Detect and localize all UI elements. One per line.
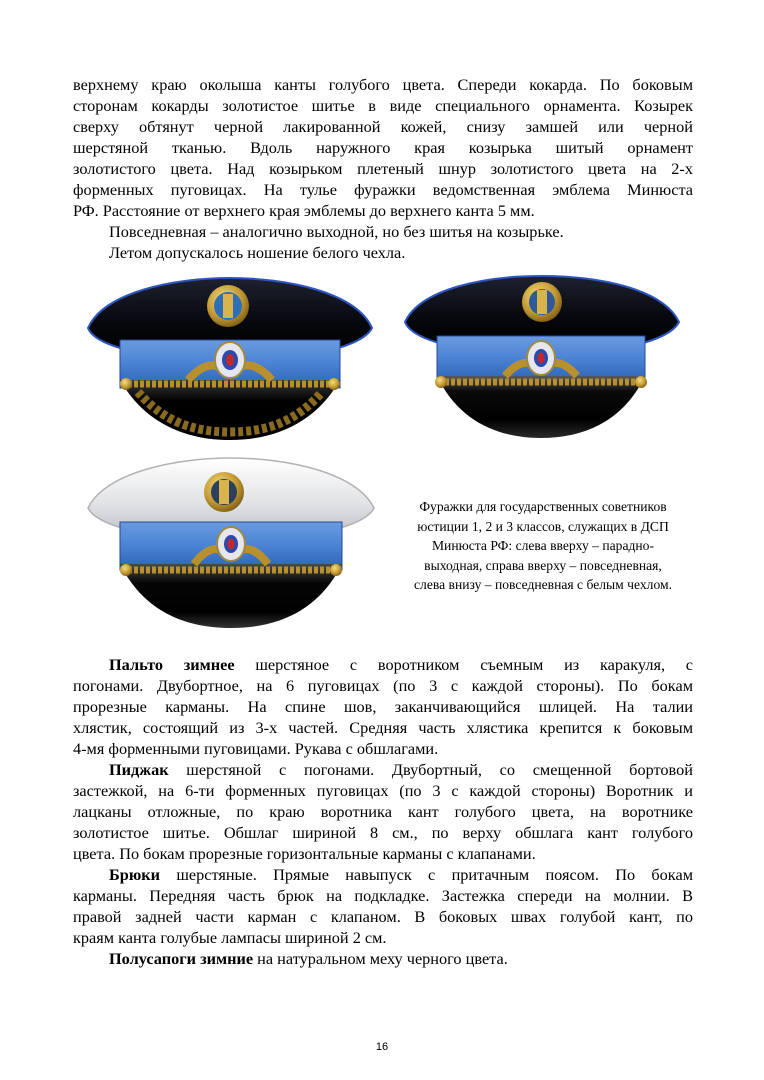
text-line: правой задней части карман с клапаном. В боковых швах голубой кант, по	[73, 907, 693, 926]
text-line: лацканы отложные, по краю воротника кант голубого цвета, на воротнике	[73, 802, 693, 821]
text-line: прорезные карманы. На спине шов, заканчивающийся шлицей. На талии	[73, 697, 693, 716]
trousers-term: Брюки	[109, 865, 161, 884]
text-line: застежкой, на 6-ти форменных пуговицах (по 3 с каждой стороны) Воротник и	[73, 781, 693, 800]
text-line: форменных пуговицах. На тулье фуражки ведомственная эмблема Минюста	[73, 180, 693, 199]
intro-paragraph	[73, 74, 693, 221]
text-line: сторонам кокарды золотистое шитье в виде специального орнамента. Козырек	[73, 96, 693, 115]
text-line: цвета. По бокам прорезные горизонтальные карманы с клапанами.	[73, 844, 536, 863]
text-line: РФ. Расстояние от верхнего края эмблемы до верхнего канта 5 мм.	[73, 201, 535, 220]
white-cover-cap-illustration	[86, 454, 376, 632]
text-line: погонами. Двубортное, на 6 пуговицах (по 3 с каждой стороны). По бокам	[73, 676, 693, 695]
text-line: Полусапоги зимние на натуральном меху черного цвета.	[109, 949, 508, 968]
caption-line: Фуражки для государственных советников	[419, 499, 667, 514]
caption-line: выходная, справа вверху – повседневная,	[424, 557, 662, 573]
text-line: золотистое шитье. Обшлаг шириной 8 см., по верху обшлага кант голубого	[73, 823, 693, 842]
daily-cap-paragraph: Повседневная – аналогично выходной, но без шитья на козырьке.	[109, 222, 564, 241]
coat-term: Пальто зимнее	[109, 655, 235, 674]
trousers-paragraph	[73, 864, 693, 948]
text-line: Пальто зимнее шерстяное с воротником съемным из каракуля, с	[109, 655, 693, 674]
figure-caption	[388, 497, 698, 595]
caption-line: юстиции 1, 2 и 3 классов, служащих в ДСП	[417, 518, 669, 534]
everyday-cap-illustration	[401, 272, 683, 444]
text-line: хлястик, состоящий из 3-х частей. Средняя часть хлястика крепится к боковым	[73, 718, 693, 737]
text-line: 4-мя форменными пуговицами. Рукава с обшлагами.	[73, 739, 439, 758]
text-line: верхнему краю околыша канты голубого цвета. Спереди кокарда. По боковым	[73, 75, 693, 94]
caption-line: слева внизу – повседневная с белым чехлом.	[414, 577, 672, 592]
text-line: краям канта голубые лампасы шириной 2 см.	[73, 928, 387, 947]
text-line: карманы. Передняя часть брюк на подкладке. Застежка спереди на молнии. В	[73, 886, 693, 905]
boots-term: Полусапоги зимние	[109, 949, 254, 968]
text-line: Брюки шерстяные. Прямые навыпуск с притачным поясом. По бокам	[109, 865, 693, 884]
jacket-paragraph	[73, 759, 693, 864]
page-number: 16	[375, 1041, 389, 1053]
caption-line: Минюста РФ: слева вверху – парадно-	[431, 538, 655, 553]
text-line: сверху обтянут черной лакированной кожей, снизу замшей или черной	[73, 117, 693, 136]
boots-paragraph	[73, 948, 693, 969]
text-line: шерстяной тканью. Вдоль наружного края козырька шитый орнамент	[73, 138, 693, 157]
coat-paragraph	[73, 654, 693, 759]
text-line: Пиджак шерстяной с погонами. Двубортный, со смещенной бортовой	[109, 760, 693, 779]
summer-cover-paragraph: Летом допускалось ношение белого чехла.	[109, 243, 406, 262]
jacket-term: Пиджак	[109, 760, 169, 779]
text-line: золотистого цвета. Над козырьком плетеный шнур золотистого цвета на 2-х	[73, 159, 693, 178]
parade-cap-illustration	[84, 272, 376, 444]
